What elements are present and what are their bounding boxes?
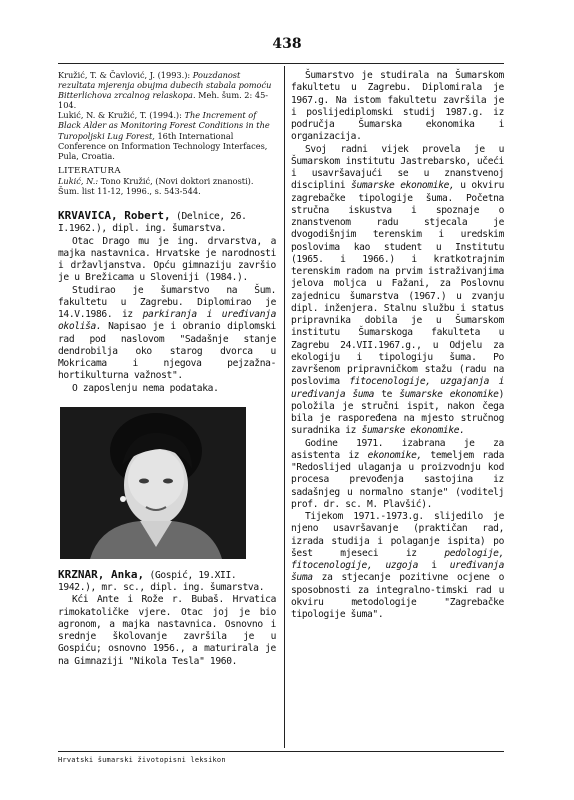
entry-krznar-paragraph-5: Tijekom 1971.-1973.g. slijedilo je njeno usavršavanje (praktičan rad, izrada studija i polaganje ispita) po šest mjeseci iz pedologije, fitocenologije, uzgoja i uređivanja šuma za stjecanje pozitivne ocjene o sposobnosti za integralno-timski rad u okviru metodologije "Zagrebačke tipologije šuma". [291, 511, 505, 620]
footer-text: Hrvatski šumarski životopisni leksikon [58, 756, 226, 764]
right-column [291, 70, 504, 621]
literature-entry: Lukić, N.: Tono Kružić, (Novi doktori znanosti). Šum. list 11-12, 1996., s. 543-544. [58, 175, 254, 196]
footer-rule [58, 751, 504, 752]
portrait-photo [60, 407, 246, 559]
entry-name: KRVAVICA, Robert, [58, 209, 171, 223]
entry-krznar-paragraph-1: Kći Ante i Rože r. Bubaš. Hrvatica rimokatoličke vjere. Otac joj je bio agronom, a majka nastavnica. Osnovno i srednje školovanje završila je u Gospiću; osnovno 1956., a maturirala je na Gimnaziji "Nikola Tesla" 1960. [58, 594, 276, 667]
entry-krvavica-heading: KRVAVICA, Robert, (Delnice, 26. I.1962.), dipl. ing. šumarstva. [58, 209, 247, 235]
column-divider [284, 66, 285, 748]
entry-krvavica-paragraph-3: O zaposlenju nema podataka. [72, 382, 219, 394]
entry-krvavica-paragraph-1: Otac Drago mu je ing. drvarstva, a majka nastavnica. Hrvatske je narodnosti i državljanstva. Opću gimnaziju završio je u Brežicama u Sloveniji (1984.). [58, 235, 276, 284]
entry-krznar-heading: KRZNAR, Anka, (Gospić, 19.XII. 1942.), mr. sc., dipl. ing. šumarstva. [58, 567, 265, 594]
entry-krznar-paragraph-3: Svoj radni vijek provela je u Šumarskom institutu Jastrebarsko, učeći i usavršavajući se u znanstvenoj disciplini šumarske ekonomike, u okviru zagrebačke tipologije šuma. Početna stručna iskustva i spoznaje o znanstvenom radu stjecala je dvogodišnjim terenskim i uredskim poslovima kao student u Institutu (1965. i 1966.) i kratkotrajnim terenskim radom na prvim istraživanjima jelova moljca u Fažani, za Poslovnu zajednicu šumarstva (1967.) u zvanju dipl. inženjera. Stalnu službu i status pripravnika dobila je u Šumarskom institutu Šumarskoga fakulteta u Zagrebu 24.VII.1967.g., u Odjelu za ekologiju i tipologiju šuma. Po završenom pripravničkom stažu (radu na poslovima fitocenologije, uzgajanja i uređivanja šuma te šumarske ekonomike) položila je stručni ispit, nakon čega bila je raspoređena na mjesto stručnog suradnika iz šumarske ekonomike. [291, 143, 505, 437]
left-column [58, 70, 276, 668]
reference-2: Lukić, N. & Kružić, T. (1994.): The Increment of Black Alder as Monitoring Forest Conditions in the Turopoljski Lug Forest, 16th International Conference on Information Technology Interfaces, Pula, Croatia. [58, 110, 270, 161]
entry-krznar-paragraph-2: Šumarstvo je studirala na Šumarskom fakultetu u Zagrebu. Diplomirala je 1967.g. Na istom fakultetu završila je i poslijediplomski studij 1987.g. iz područja Šumarska ekonomika i organizacija. [291, 70, 504, 143]
reference-1: Kružić, T. & Čavlović, J. (1993.): Pouzdanost rezultata mjerenja obujma dubecih stabala pomoću Bitterlichova zrcalnog relaskopa. Meh. šum. 2: 45-104. [58, 70, 272, 111]
entry-krvavica-paragraph-2: Studirao je šumarstvo na Šum. fakultetu u Zagrebu. Diplomirao je 14.V.1986. iz parkiranja i uređivanja okoliša. Napisao je i obranio diplomski rad pod naslovom "Sadašnje stanje dendrobilja oko starog dvorca u Mokricama i njegova pejzažna-hortikulturna važnost". [58, 284, 277, 382]
page-number: 438 [272, 36, 302, 52]
portrait-image [60, 407, 246, 559]
entry-name: KRZNAR, Anka, [58, 567, 145, 581]
header-rule [58, 63, 504, 64]
entry-krznar-paragraph-4: Godine 1971. izabrana je za asistenta iz ekonomike, temeljem rada "Redoslijed ulaganja u proizvodnju kod procesa prevođenja sastojina iz sadašnjeg u normalno stanje" (voditelj prof. dr. sc. M. Plavšić). [291, 437, 504, 510]
literature-heading: LITERATURA [58, 165, 121, 176]
